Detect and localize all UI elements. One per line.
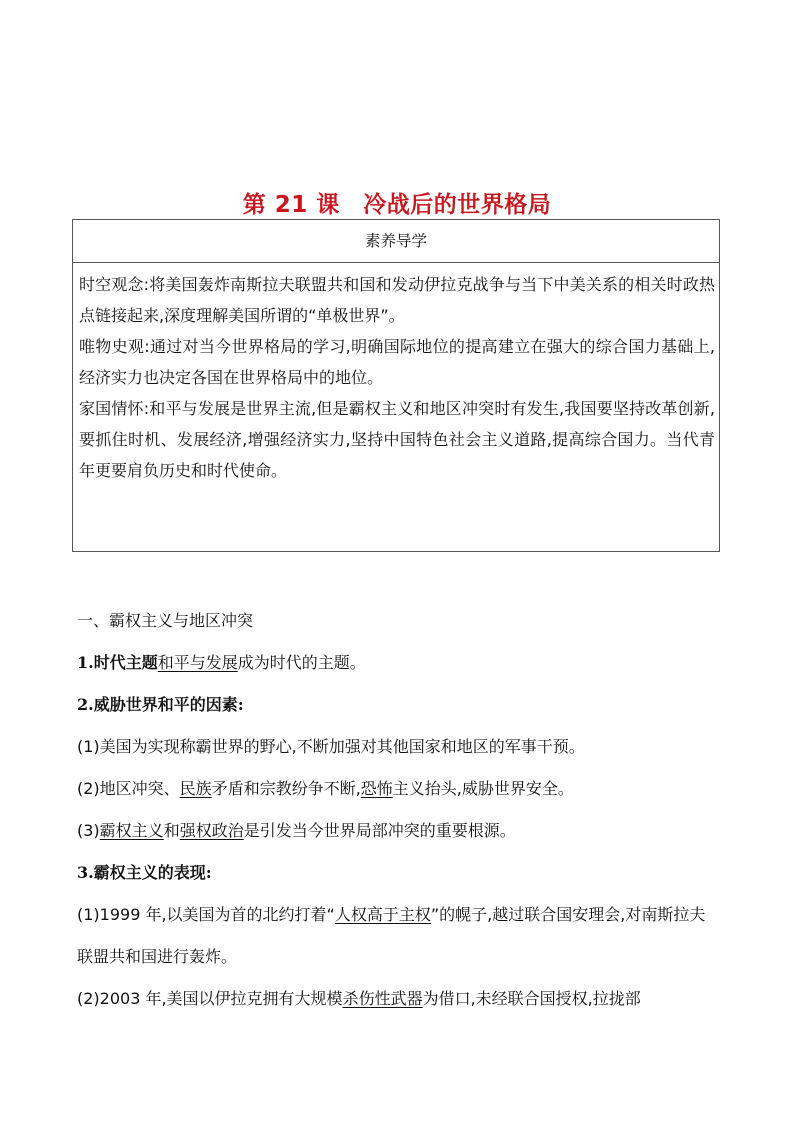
- item-3-point-2-text-b: 为借口,未经联合国授权,拉拢部: [422, 989, 641, 1008]
- item-2-label: 2.威胁世界和平的因素:: [77, 695, 244, 714]
- item-3-point-1: [77, 894, 720, 978]
- item-3-label: 3.霸权主义的表现:: [77, 863, 212, 882]
- literacy-paragraph-patriotism: 家国情怀:和平与发展是世界主流,但是霸权主义和地区冲突时有发生,我国要坚持改革创新,要抓住时机、发展经济,增强经济实力,坚持中国特色社会主义道路,提高综合国力。当代青年更要肩负历史和时代使命。: [79, 399, 715, 480]
- item-3-answer-human-rights: 人权高于主权: [334, 905, 431, 924]
- literacy-paragraph-materialism: 唯物史观:通过对当今世界格局的学习,明确国际地位的提高建立在强大的综合国力基础上,经济实力也决定各国在世界格局中的地位。: [79, 337, 715, 387]
- section-heading: 一、霸权主义与地区冲突: [77, 611, 254, 630]
- item-2-answer-terror: 恐怖: [360, 779, 393, 798]
- item-2-point-2-text-b: 矛盾和宗教纷争不断,: [211, 779, 361, 798]
- item-1-label: 1.时代主题: [77, 653, 158, 672]
- item-3-point-2: [77, 978, 720, 1020]
- lesson-title: 第 21 课 冷战后的世界格局: [242, 192, 552, 218]
- item-3-point-1-text-a: (1)1999 年,以美国为首的北约打着“: [77, 905, 335, 924]
- item-1-rest: 成为时代的主题。: [237, 653, 366, 672]
- item-3-point-1-text-b: ”的幌子,越过联合国安理会,对南斯拉夫联盟共和国进行轰炸。: [77, 905, 706, 966]
- item-2-point-2-text-a: (2)地区冲突、: [77, 779, 180, 798]
- item-2-point-3-text-a: (3): [77, 821, 100, 840]
- item-2-point-3: [77, 810, 720, 852]
- literacy-guide-body: [73, 263, 719, 486]
- item-2-point-2-text-c: 主义抬头,威胁世界安全。: [392, 779, 574, 798]
- literacy-guide-box: [72, 219, 720, 552]
- item-1: [77, 642, 720, 684]
- item-2-point-2: [77, 768, 720, 810]
- item-2-answer-power-politics: 强权政治: [179, 821, 244, 840]
- item-3-point-2-text-a: (2)2003 年,美国以伊拉克拥有大规模: [77, 989, 343, 1008]
- item-3-answer-wmd: 杀伤性武器: [342, 989, 423, 1008]
- item-2-point-3-text-b: 和: [163, 821, 180, 840]
- literacy-guide-heading: 素养导学: [73, 220, 719, 263]
- literacy-paragraph-time-space: 时空观念:将美国轰炸南斯拉夫联盟共和国和发动伊拉克战争与当下中美关系的相关时政热点链接起来,深度理解美国所谓的“单极世界”。: [79, 275, 715, 325]
- item-2-point-3-text-c: 是引发当今世界局部冲突的重要根源。: [243, 821, 516, 840]
- item-1-answer: 和平与发展: [157, 653, 238, 672]
- lesson-content: [77, 600, 720, 1020]
- item-2-point-1: (1)美国为实现称霸世界的野心,不断加强对其他国家和地区的军事干预。: [77, 737, 585, 756]
- item-2-answer-hegemonism: 霸权主义: [99, 821, 164, 840]
- item-2-answer-ethnic: 民族: [179, 779, 212, 798]
